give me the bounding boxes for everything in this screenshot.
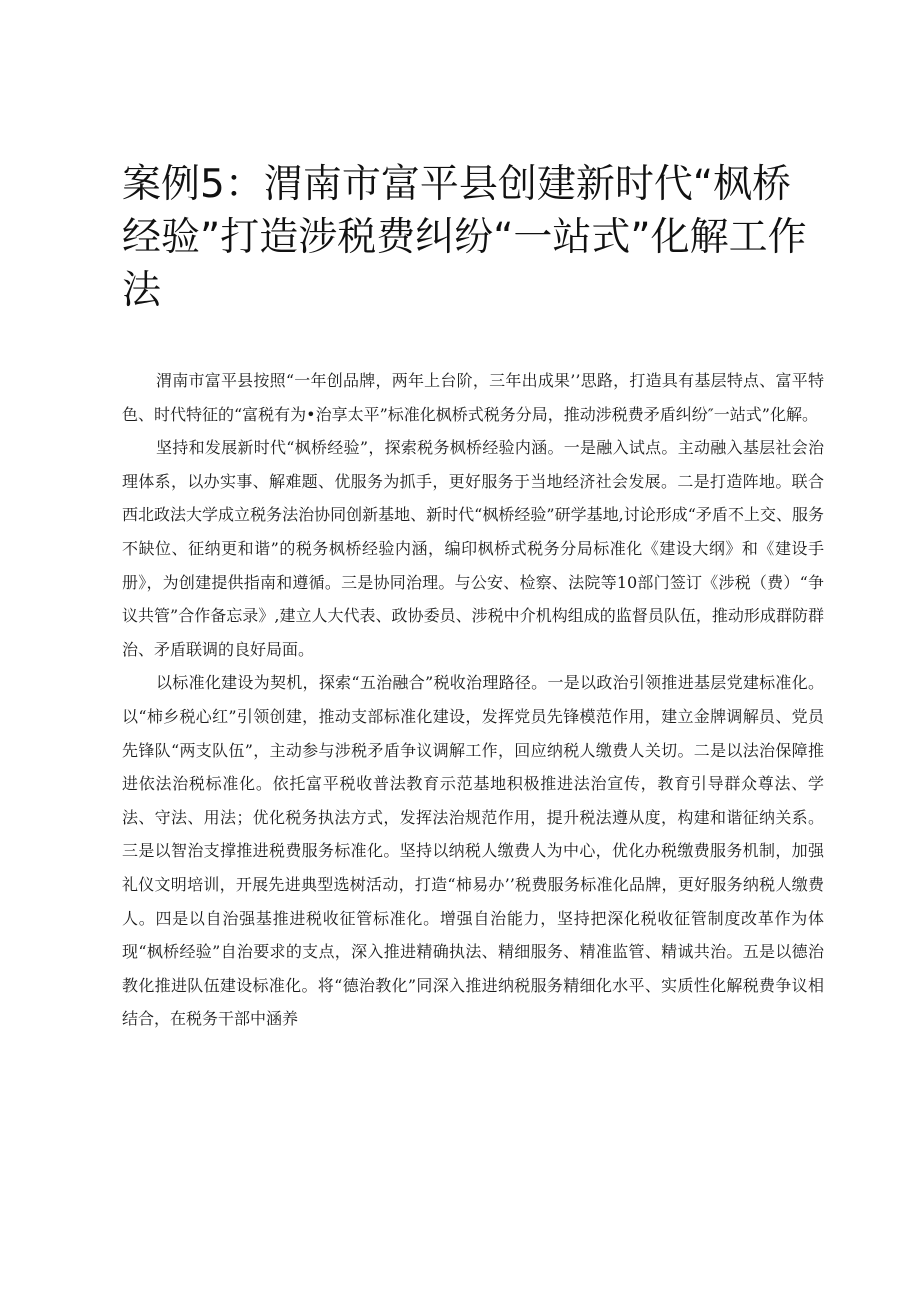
- document-title: 案例5：渭南市富平县创建新时代“枫桥经验”打造涉税费纠纷“一站式”化解工作法: [122, 162, 807, 313]
- paragraph-intro: 渭南市富平县按照“一年创品牌，两年上台阶，三年出成果’’思路，打造具有基层特点、富平特色、时代特征的“富税有为•治享太平”标准化枫桥式税务分局，推动涉税费矛盾纠纷″一站式”化解。: [122, 371, 824, 424]
- document-body: [122, 364, 824, 1036]
- paragraph-five-governance: 以标准化建设为契机，探索“五治融合”税收治理路径。一是以政治引领推进基层党建标准化。以“柿乡税心红”引领创建，推动支部标准化建设，发挥党员先锋模范作用，建立金牌调解员、党员先锋队“两支队伍”，主动参与涉税矛盾争议调解工作，回应纳税人缴费人关切。二是以法治保障推进依法治税标准化。依托富平税收普法教育示范基地积极推进法治宣传，教育引导群众尊法、学法、守法、用法；优化税务执法方式，发挥法治规范作用，提升税法遵从度，构建和谐征纳关系。三是以智治支撑推进税费服务标准化。坚持以纳税人缴费人为中心，优化办税缴费服务机制，加强礼仪文明培训，开展先进典型选树活动，打造“柿易办’’税费服务标准化品牌，更好服务纳税人缴费人。四是以自治强基推进税收征管标准化。增强自治能力，坚持把深化税收征管制度改革作为体现“枫桥经验”自治要求的支点，深入推进精确执法、精细服务、精准监管、精诚共治。五是以德治教化推进队伍建设标准化。将“德治教化”同深入推进纳税服务精细化水平、实质性化解税费争议相结合，在税务干部中涵养: [122, 673, 824, 1029]
- paragraph-fengqiao-connotation: 坚持和发展新时代“枫桥经验”，探索税务枫桥经验内涵。一是融入试点。主动融入基层社会治理体系，以办实事、解难题、优服务为抓手，更好服务于当地经济社会发展。二是打造阵地。联合西北政法大学成立税务法治协同创新基地、新时代“枫桥经验”研学基地,讨论形成“矛盾不上交、服务不缺位、征纳更和谐”的税务枫桥经验内涵，编印枫桥式税务分局标准化《建设大纲》和《建设手册》，为创建提供指南和遵循。三是协同治理。与公安、检察、法院等10部门签订《涉税（费）“争议共管”合作备忘录》,建立人大代表、政协委员、涉税中介机构组成的监督员队伍，推动形成群防群治、矛盾联调的良好局面。: [122, 438, 824, 659]
